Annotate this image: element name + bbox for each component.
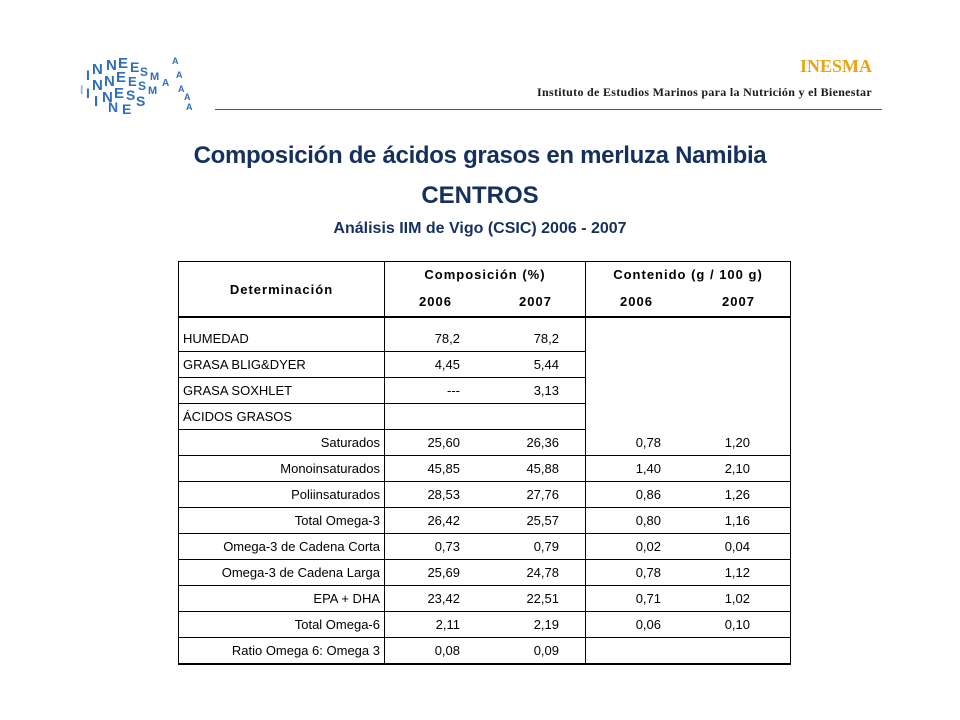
row-label: Saturados xyxy=(179,430,385,456)
composition-2007: 24,78 xyxy=(486,560,586,586)
svg-text:A: A xyxy=(176,70,183,80)
content-2007 xyxy=(687,404,791,430)
svg-text:A: A xyxy=(186,102,193,112)
content-2006: 0,71 xyxy=(586,586,688,612)
content-2006: 0,86 xyxy=(586,482,688,508)
composition-2007: 26,36 xyxy=(486,430,586,456)
content-2007: 1,16 xyxy=(687,508,791,534)
svg-text:N: N xyxy=(92,77,103,94)
svg-text:M: M xyxy=(148,85,158,97)
table-row xyxy=(179,456,791,482)
table-row xyxy=(179,352,791,378)
composition-2006: 78,2 xyxy=(385,326,487,352)
content-2007: 1,26 xyxy=(687,482,791,508)
header-year: 2006 xyxy=(385,286,487,317)
content-2006: 0,78 xyxy=(586,560,688,586)
svg-text:N: N xyxy=(92,61,103,78)
svg-text:A: A xyxy=(184,92,191,102)
content-2007: 0,04 xyxy=(687,534,791,560)
svg-text:A: A xyxy=(172,56,179,66)
table-header-row xyxy=(179,262,791,287)
svg-text:S: S xyxy=(138,79,147,93)
svg-text:I: I xyxy=(86,85,90,101)
row-label: Poliinsaturados xyxy=(179,482,385,508)
row-label: Monoinsaturados xyxy=(179,456,385,482)
composition-2006: 2,11 xyxy=(385,612,487,638)
header-divider xyxy=(215,109,882,110)
content-2006 xyxy=(586,638,688,665)
header-contenido: Contenido (g / 100 g) xyxy=(586,262,791,287)
table-row xyxy=(179,326,791,352)
composition-2006: 25,60 xyxy=(385,430,487,456)
svg-text:E: E xyxy=(130,59,140,75)
composition-2006: 0,73 xyxy=(385,534,487,560)
composition-2006: 4,45 xyxy=(385,352,487,378)
row-label: Omega-3 de Cadena Corta xyxy=(179,534,385,560)
content-2007: 2,10 xyxy=(687,456,791,482)
row-label: ÁCIDOS GRASOS xyxy=(179,404,385,430)
content-2006: 0,02 xyxy=(586,534,688,560)
composition-2006: 45,85 xyxy=(385,456,487,482)
table-row xyxy=(179,534,791,560)
content-2006: 0,78 xyxy=(586,430,688,456)
composition-2007: 3,13 xyxy=(486,378,586,404)
svg-text:E: E xyxy=(122,101,132,117)
composition-2007 xyxy=(486,404,586,430)
brand-name: INESMA xyxy=(799,56,872,76)
composition-2006: 26,42 xyxy=(385,508,487,534)
composition-2007: 0,79 xyxy=(486,534,586,560)
svg-text:E: E xyxy=(118,55,129,72)
analysis-source: Análisis IIM de Vigo (CSIC) 2006 - 2007 xyxy=(333,220,627,237)
svg-text:N: N xyxy=(102,89,113,106)
header-composicion: Composición (%) xyxy=(385,262,586,287)
svg-text:E: E xyxy=(114,85,125,102)
content-2007: 1,12 xyxy=(687,560,791,586)
svg-text:E: E xyxy=(128,74,137,89)
page-title: Composición de ácidos grasos en merluza Namibia xyxy=(193,142,767,169)
header-year: 2007 xyxy=(486,286,586,317)
svg-text:A: A xyxy=(162,78,170,89)
content-2007 xyxy=(687,378,791,404)
row-label: Ratio Omega 6: Omega 3 xyxy=(179,638,385,665)
row-label: Total Omega-6 xyxy=(179,612,385,638)
svg-text:S: S xyxy=(126,87,136,103)
table-row xyxy=(179,378,791,404)
composition-2007: 27,76 xyxy=(486,482,586,508)
table-gap xyxy=(179,317,791,326)
row-label: HUMEDAD xyxy=(179,326,385,352)
composition-2006: 25,69 xyxy=(385,560,487,586)
composition-2006: 23,42 xyxy=(385,586,487,612)
composition-2007: 25,57 xyxy=(486,508,586,534)
table-row xyxy=(179,586,791,612)
composition-2006: 0,08 xyxy=(385,638,487,665)
content-2006 xyxy=(586,404,688,430)
content-2007: 1,20 xyxy=(687,430,791,456)
content-2006 xyxy=(586,352,688,378)
table-row xyxy=(179,482,791,508)
content-2007 xyxy=(687,326,791,352)
svg-text:N: N xyxy=(108,99,119,115)
content-2007: 0,10 xyxy=(687,612,791,638)
svg-text:M: M xyxy=(150,71,160,83)
svg-text:N: N xyxy=(104,73,115,90)
content-2007 xyxy=(687,352,791,378)
table-row xyxy=(179,638,791,665)
composition-2007: 0,09 xyxy=(486,638,586,665)
inesma-logo-icon xyxy=(78,50,208,120)
header-year: 2007 xyxy=(687,286,791,317)
table-row xyxy=(179,404,791,430)
header-determinacion: Determinación xyxy=(179,262,385,318)
content-2006 xyxy=(586,378,688,404)
svg-text:I: I xyxy=(86,67,90,83)
table-row xyxy=(179,430,791,456)
svg-text:N: N xyxy=(106,57,117,74)
svg-text:S: S xyxy=(140,65,149,79)
composition-2006: 28,53 xyxy=(385,482,487,508)
row-label: EPA + DHA xyxy=(179,586,385,612)
row-label: Total Omega-3 xyxy=(179,508,385,534)
composition-2006: --- xyxy=(385,378,487,404)
composition-2007: 22,51 xyxy=(486,586,586,612)
institute-name: Instituto de Estudios Marinos para la Nutrición y el Bienestar xyxy=(537,85,872,99)
content-2007 xyxy=(687,638,791,665)
row-label: GRASA SOXHLET xyxy=(179,378,385,404)
page-subtitle-centros: CENTROS xyxy=(421,182,539,209)
composition-2007: 78,2 xyxy=(486,326,586,352)
table-row xyxy=(179,508,791,534)
composition-2006 xyxy=(385,404,487,430)
content-2006 xyxy=(586,326,688,352)
svg-text:I: I xyxy=(94,93,99,110)
table-row xyxy=(179,612,791,638)
svg-text:A: A xyxy=(178,84,185,94)
content-2007: 1,02 xyxy=(687,586,791,612)
row-label: Omega-3 de Cadena Larga xyxy=(179,560,385,586)
svg-text:E: E xyxy=(116,69,127,86)
svg-text:S: S xyxy=(136,93,146,109)
svg-text:I: I xyxy=(80,83,84,97)
composition-2007: 5,44 xyxy=(486,352,586,378)
content-2006: 1,40 xyxy=(586,456,688,482)
header-year: 2006 xyxy=(586,286,688,317)
content-2006: 0,06 xyxy=(586,612,688,638)
fatty-acid-table xyxy=(178,261,791,665)
table-row xyxy=(179,560,791,586)
composition-2007: 45,88 xyxy=(486,456,586,482)
composition-2007: 2,19 xyxy=(486,612,586,638)
row-label: GRASA BLIG&DYER xyxy=(179,352,385,378)
content-2006: 0,80 xyxy=(586,508,688,534)
